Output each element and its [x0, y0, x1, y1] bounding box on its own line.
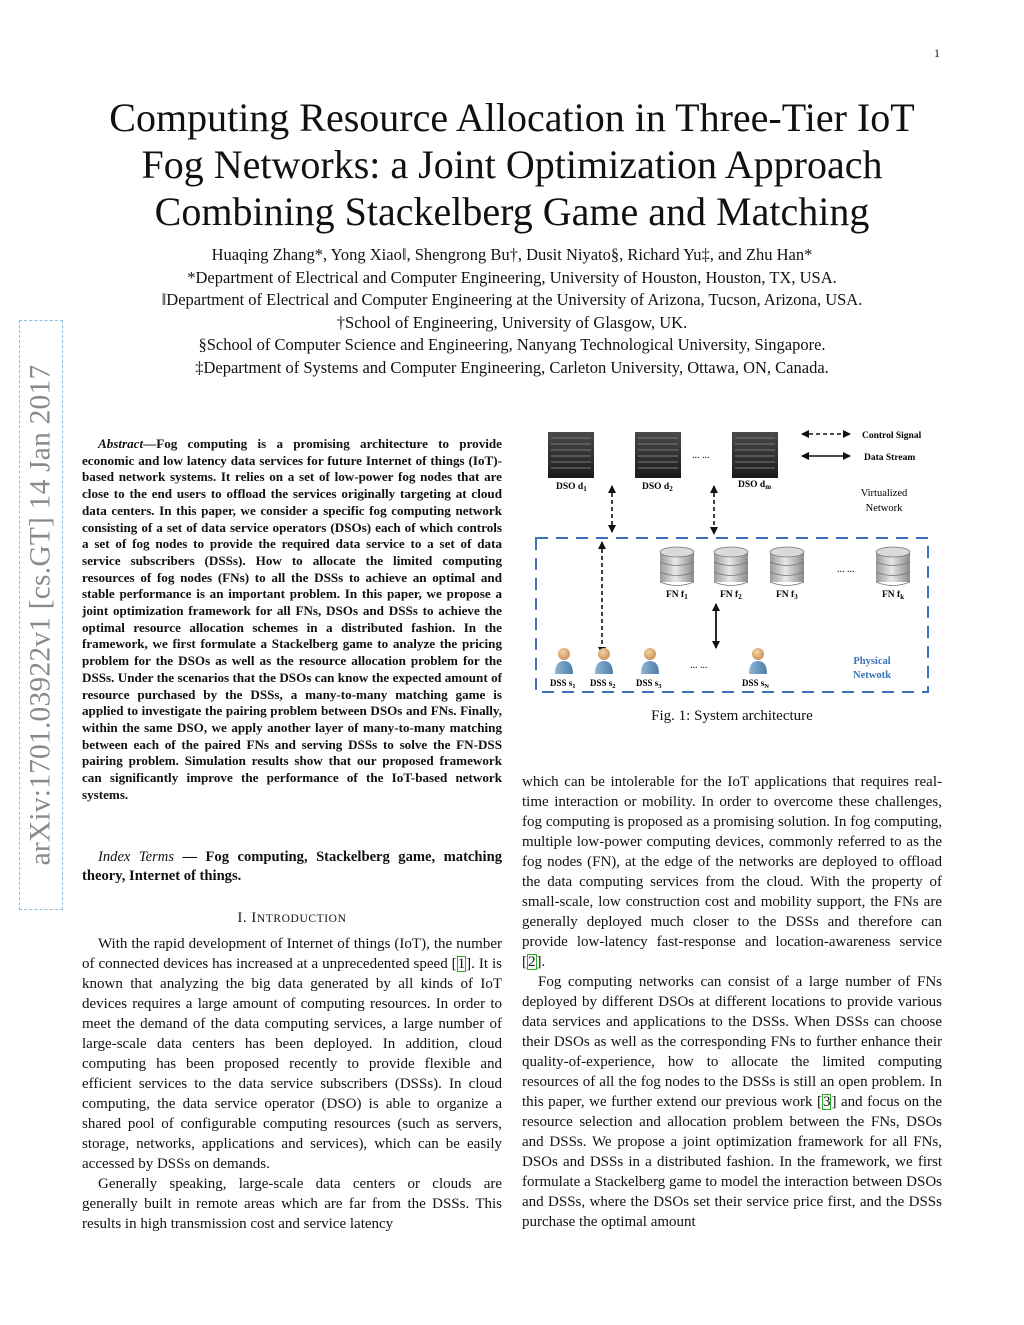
dss-ellipsis: ... ... — [690, 660, 708, 671]
section-heading — [82, 910, 502, 927]
citation-link[interactable]: 3 — [822, 1094, 831, 1110]
index-terms — [82, 848, 502, 886]
dso-server-icon — [732, 432, 778, 478]
paragraph — [522, 972, 942, 1232]
fn-ellipsis: ... ... — [837, 564, 855, 575]
figure-canvas — [532, 422, 950, 710]
abstract-label: Abstract — [98, 436, 144, 451]
title-line: Combining Stackelberg Game and Matching — [154, 189, 870, 234]
paragraph-text: ]. It is known that analyzing the big data generated by all kinds of IoT devices requires a large amount of computing resources. In order to meet the demand of the data computing services, a large number of large-scale data centers has been deployed. In addition, cloud computing has been proposed recently to provide flexible and efficient services to the data service subscribers (DSSs). In cloud computing, the data service operator (DSO) is able to organize a shared pool of configurable computing resources (such as servers, storage, networks, applications and services), which can be easily accessed by DSSs on demands. — [82, 956, 502, 1172]
paragraph: Generally speaking, large-scale data centers or clouds are generally built in remote areas which are far from the DSSs. This results in high transmission cost and service latency — [82, 1176, 502, 1232]
dso-label: DSO $d_m$ — [738, 480, 772, 491]
paragraph — [522, 772, 942, 972]
fn-label: FN $f_1$ — [666, 590, 688, 601]
dss-label: DSS $s_2$ — [590, 678, 616, 690]
affiliation: *Department of Electrical and Computer Engineering, University of Houston, Houston, TX, USA. — [187, 267, 837, 287]
arxiv-stamp-text: arXiv:1701.03922v1 [cs.GT] 14 Jan 2017 — [24, 364, 57, 866]
right-column-text — [522, 772, 942, 1232]
dso-ellipsis: ... ... — [692, 450, 710, 461]
fn-label: FN $f_3$ — [776, 590, 798, 601]
dss-user-icon — [595, 648, 613, 674]
fog-node-icon — [714, 547, 748, 586]
paragraph-text: which can be intolerable for the IoT applications that requires real-time interaction or mobility. In order to overcome these challenges, fog computing is proposed as a promising solution. In fog computing, multiple low-power computing devices, commonly referred to as the fog nodes (FN), at the edge of the networks are deployed to offload the data computing services from the cloud. With the property of small-scale, low construction cost and mobility support, the FNs are generally deployed much closer to the DSSs and therefore can provide low-latency fast-response and location-awareness service [ — [522, 774, 942, 970]
network-label: Network — [865, 503, 903, 514]
author-block — [60, 244, 964, 379]
section-first-letter: I — [251, 910, 257, 926]
citation-link[interactable]: 1 — [457, 956, 466, 972]
dss-user-icon — [555, 648, 573, 674]
affiliation: ‖Department of Electrical and Computer Engineering at the University of Arizona, Tucson, Arizona, USA. — [161, 290, 863, 309]
arxiv-stamp[interactable] — [19, 320, 63, 910]
section-number: I. — [237, 910, 248, 926]
fog-node-icon — [770, 547, 804, 586]
data-stream-label: Data Stream — [864, 453, 916, 463]
title-line: Computing Resource Allocation in Three-Tier IoT — [109, 95, 915, 140]
dso-server-icon — [635, 432, 681, 478]
section-title-rest: NTRODUCTION — [256, 913, 347, 925]
page-number: 1 — [934, 46, 940, 60]
abstract — [82, 436, 502, 803]
dss-label: DSS $s_N$ — [742, 678, 769, 690]
index-terms-text: — Fog computing, Stackelberg game, matching theory, Internet of things. — [82, 849, 502, 884]
affiliation: §School of Computer Science and Engineering, Nanyang Technological University, Singapore. — [198, 335, 826, 354]
dso-server-icon — [548, 432, 594, 478]
authors-line: Huaqing Zhang*, Yong Xiao‖, Shengrong Bu†, Dusit Niyato§, Richard Yu‡, and Zhu Han* — [211, 245, 813, 264]
dss-label: DSS $s_1$ — [550, 678, 576, 690]
dss-user-icon — [749, 648, 767, 674]
left-column-text — [82, 934, 502, 1234]
affiliation: †School of Engineering, University of Glasgow, UK. — [336, 312, 688, 332]
fn-label: FN $f_k$ — [882, 590, 905, 601]
dss-label: DSS $s_3$ — [636, 678, 662, 690]
paragraph-text: ]. — [536, 954, 546, 970]
paragraph-text: Fog computing networks can consist of a large number of FNs deployed by different DSOs at different locations to provide various data services and applications to the DSSs. When DSSs can choose their DSOs as well as the corresponding FNs to further enhance their quality-of-experience, how to allocate the limited computing resources of all the fog nodes to the DSSs is still an open problem. In this paper, we further extend our previous work [ — [522, 974, 942, 1110]
netwotk-label: Netwotk — [853, 670, 891, 681]
abstract-text: —Fog computing is a promising architecture to provide economic and low latency data services for future Internet of things (IoT)-based network systems. It relies on a set of low-power fog nodes that are close to the end users to offload the services originally targeting at cloud data centers. In this paper, we consider a specific fog computing network consisting of a set of data service operators (DSOs) each of which controls a set of fog nodes to provide the required data service to a set of data service subscribers (DSSs). How to allocate the limited computing resources of fog nodes (FNs) to all the DSSs to achieve an optimal and stable performance is an important problem. In this paper, we propose a joint optimization framework for all FNs, DSOs and DSSs to achieve the optimal resource allocation schemes in a distributed fashion. In the framework, we first formulate a Stackelberg game to analyze the pricing problem for the DSOs as well as the resource allocation problem for the DSSs. Under the scenarios that the DSOs can know the expected amount of resource purchased by the DSSs, a many-to-many matching game is applied to investigate the pairing problem between DSOs and FNs. Finally, within the same DSO, we apply another layer of many-to-many matching between each of the paired FNs and serving DSSs to solve the FN-DSS pairing problem. Simulation results show that our proposed framework can significantly improve the performance of the IoT-based network systems. — [82, 436, 502, 802]
figure-caption: Fig. 1: System architecture — [651, 708, 813, 724]
control-signal-label: Control Signal — [862, 431, 922, 441]
physical-label: Physical — [853, 656, 891, 667]
dso-label: DSO $d_2$ — [642, 482, 673, 493]
index-terms-label: Index Terms — [98, 849, 175, 865]
dss-user-icon — [641, 648, 659, 674]
paragraph-text: ] and focus on the resource selection and allocation problem between the FNs, DSOs and DSSs. We propose a joint optimization framework for all FNs, DSOs and DSSs in a distributed fashion. In the framework, we first formulate a Stackelberg game to model the interaction between DSOs and DSSs, where the DSOs set their service price first, and the DSSs purchase the optimal amount — [522, 1094, 942, 1230]
fog-node-icon — [660, 547, 694, 586]
virtualized-label: Virtualized — [860, 488, 908, 499]
paper-title — [60, 94, 964, 235]
paragraph — [82, 934, 502, 1174]
system-architecture-figure — [532, 422, 950, 710]
fog-node-icon — [876, 547, 910, 586]
citation-link[interactable]: 2 — [528, 954, 536, 970]
paragraph-text: With the rapid development of Internet of things (IoT), the number of connected devices has increased at a unprecedented speed [ — [82, 936, 502, 972]
fn-label: FN $f_2$ — [720, 590, 742, 601]
dso-label: DSO $d_1$ — [556, 482, 587, 493]
affiliation: ‡Department of Systems and Computer Engineering, Carleton University, Ottawa, ON, Canada. — [195, 357, 829, 377]
title-line: Fog Networks: a Joint Optimization Approach — [141, 142, 883, 187]
